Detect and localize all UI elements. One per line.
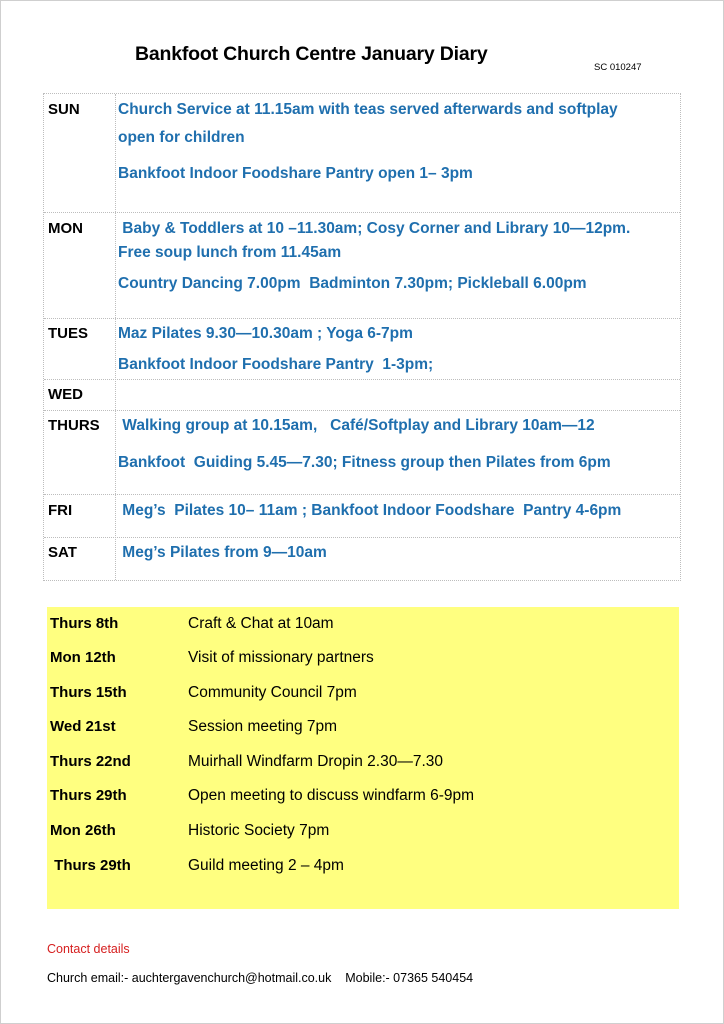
event-description: Historic Society 7pm xyxy=(188,822,330,839)
schedule-row-sat xyxy=(44,537,680,582)
event-description: Session meeting 7pm xyxy=(188,718,338,735)
activity-line: Bankfoot Indoor Foodshare Pantry 1-3pm; xyxy=(118,356,434,373)
event-date: Mon 26th xyxy=(50,822,116,839)
activity-line: Free soup lunch from 11.45am xyxy=(118,244,342,261)
activity-line: Bankfoot Indoor Foodshare Pantry open 1– 3pm xyxy=(118,165,473,182)
event-description: Open meeting to discuss windfarm 6-9pm xyxy=(188,787,475,804)
day-label: SUN xyxy=(48,101,80,118)
special-events-box xyxy=(47,607,679,909)
schedule-row-sun xyxy=(44,94,680,212)
schedule-row-mon xyxy=(44,212,680,318)
event-description: Community Council 7pm xyxy=(188,684,357,701)
activity-line: Walking group at 10.15am, Café/Softplay and Library 10am—12 xyxy=(118,417,595,434)
activity-line: Country Dancing 7.00pm Badminton 7.30pm; Pickleball 6.00pm xyxy=(118,275,587,292)
activity-line: Meg’s Pilates 10– 11am ; Bankfoot Indoor Foodshare Pantry 4-6pm xyxy=(118,502,622,519)
event-description: Muirhall Windfarm Dropin 2.30—7.30 xyxy=(188,753,443,770)
activity-line: open for children xyxy=(118,129,245,146)
event-date: Thurs 29th xyxy=(50,857,131,874)
contact-heading: Contact details xyxy=(47,942,130,956)
contact-details-line xyxy=(47,971,473,985)
schedule-row-wed xyxy=(44,379,680,410)
event-date: Thurs 29th xyxy=(50,787,127,804)
event-description: Visit of missionary partners xyxy=(188,649,374,666)
event-date: Wed 21st xyxy=(50,718,116,735)
activity-line: Baby & Toddlers at 10 –11.30am; Cosy Corner and Library 10—12pm. xyxy=(118,220,631,237)
event-description: Craft & Chat at 10am xyxy=(188,615,334,632)
event-description: Guild meeting 2 – 4pm xyxy=(188,857,344,874)
contact-email-and-mobile: Church email:- auchtergavenchurch@hotmail.co.uk Mobile:- 07365 540454 xyxy=(47,971,474,985)
event-date: Mon 12th xyxy=(50,649,116,666)
day-label: SAT xyxy=(48,544,77,561)
day-label: THURS xyxy=(48,417,100,434)
event-date: Thurs 22nd xyxy=(50,753,131,770)
schedule-row-fri xyxy=(44,494,680,537)
activity-line: Maz Pilates 9.30—10.30am ; Yoga 6-7pm xyxy=(118,325,413,342)
schedule-row-tues xyxy=(44,318,680,379)
weekly-schedule-table xyxy=(43,93,681,581)
day-label: FRI xyxy=(48,502,73,519)
event-date: Thurs 8th xyxy=(50,615,119,632)
day-label: TUES xyxy=(48,325,89,342)
activity-line: Church Service at 11.15am with teas served afterwards and softplay xyxy=(118,101,618,118)
event-date: Thurs 15th xyxy=(50,684,127,701)
day-label: WED xyxy=(48,386,83,403)
page-title: Bankfoot Church Centre January Diary xyxy=(135,43,488,65)
day-label: MON xyxy=(48,220,83,237)
charity-reference: SC 010247 xyxy=(594,62,642,73)
activity-line: Meg’s Pilates from 9—10am xyxy=(118,544,327,561)
schedule-row-thurs xyxy=(44,410,680,494)
activity-line: Bankfoot Guiding 5.45—7.30; Fitness group then Pilates from 6pm xyxy=(118,454,611,471)
